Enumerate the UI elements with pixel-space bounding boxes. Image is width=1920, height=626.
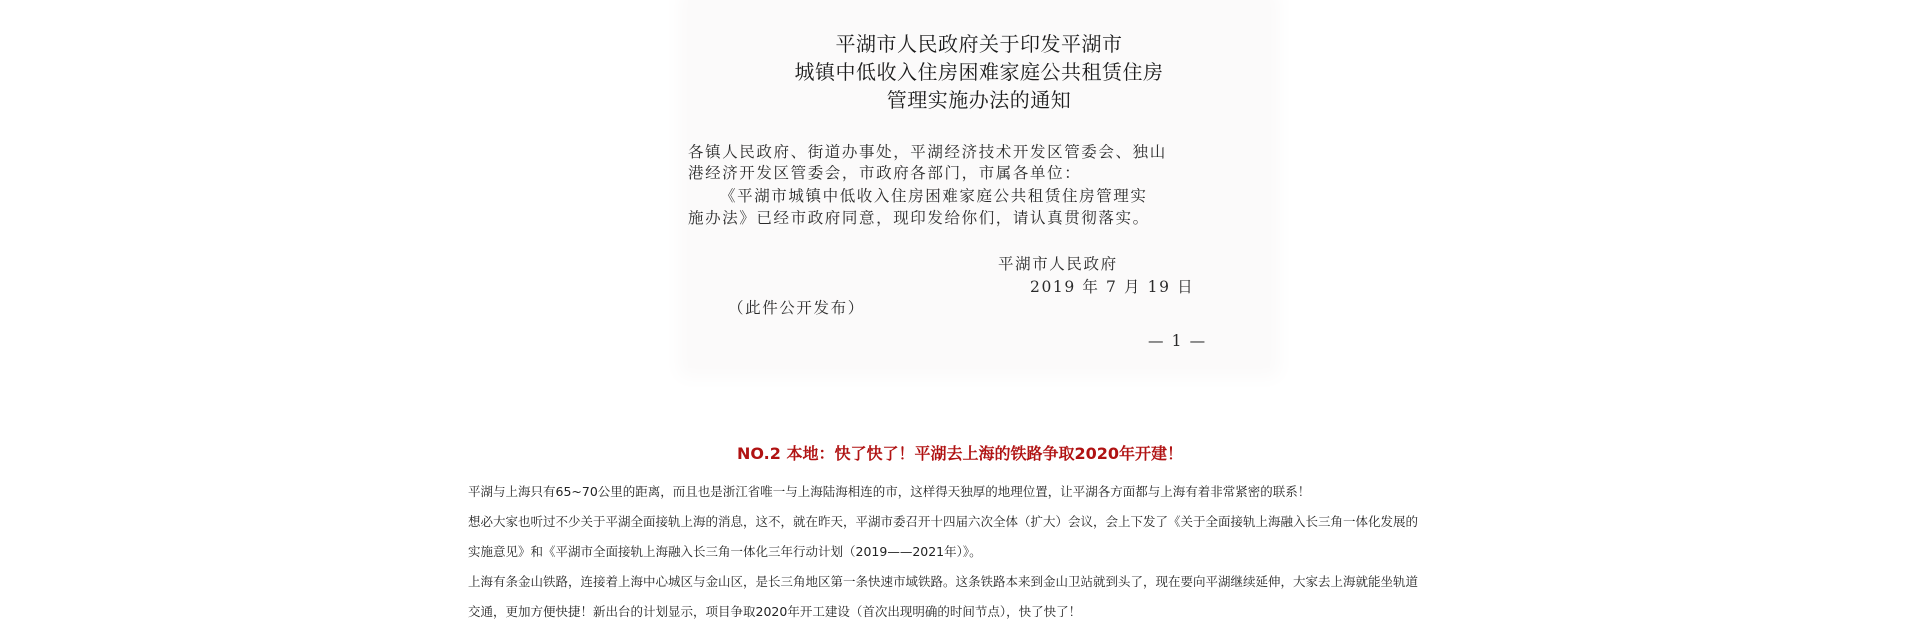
article-paragraph-line-1: 平湖与上海只有65~70公里的距离，而且也是浙江省唯一与上海陆海相连的市，这样得天独厚的地理位置，让平湖各方面都与上海有着非常紧密的联系！ xyxy=(468,484,1311,499)
document-title-line-2: 城镇中低收入住房困难家庭公共租赁住房 xyxy=(794,60,1164,84)
document-publication-note: （此件公开发布） xyxy=(728,299,865,317)
article-paragraph-line-3: 实施意见》和《平湖市全面接轨上海融入长三角一体化三年行动计划（2019——2021年）》。 xyxy=(468,544,982,559)
document-addressee-line-2: 港经济开发区管委会，市政府各部门，市属各单位： xyxy=(688,164,1082,182)
document-page-number: — 1 — xyxy=(1148,332,1207,350)
document-body-line-2: 施办法》已经市政府同意，现印发给你们，请认真贯彻落实。 xyxy=(688,209,1150,227)
document-body-line-1: 《平湖市城镇中低收入住房困难家庭公共租赁住房管理实 xyxy=(720,187,1148,205)
document-title-line-1: 平湖市人民政府关于印发平湖市 xyxy=(835,32,1123,56)
document-date: 2019 年 7 月 19 日 xyxy=(1030,278,1195,296)
document-title-line-3: 管理实施办法的通知 xyxy=(886,88,1072,112)
document-issuer: 平湖市人民政府 xyxy=(998,255,1118,273)
article-paragraph-line-5: 交通，更加方便快捷！新出台的计划显示，项目争取2020年开工建设（首次出现明确的时间节点），快了快了！ xyxy=(468,604,1082,619)
article-paragraph-line-4: 上海有条金山铁路，连接着上海中心城区与金山区，是长三角地区第一条快速市域铁路。这条铁路本来到金山卫站就到头了，现在要向平湖继续延伸，大家去上海就能坐轨道 xyxy=(468,574,1419,589)
document-addressee-line-1: 各镇人民政府、街道办事处，平湖经济技术开发区管委会、独山 xyxy=(688,143,1167,161)
notice-document-image xyxy=(688,0,1270,368)
article-headline: NO.2 本地：快了快了！平湖去上海的铁路争取2020年开建！ xyxy=(737,444,1183,463)
article-paragraph-line-2: 想必大家也听过不少关于平湖全面接轨上海的消息，这不，就在昨天，平湖市委召开十四届六次全体（扩大）会议，会上下发了《关于全面接轨上海融入长三角一体化发展的 xyxy=(468,514,1419,529)
